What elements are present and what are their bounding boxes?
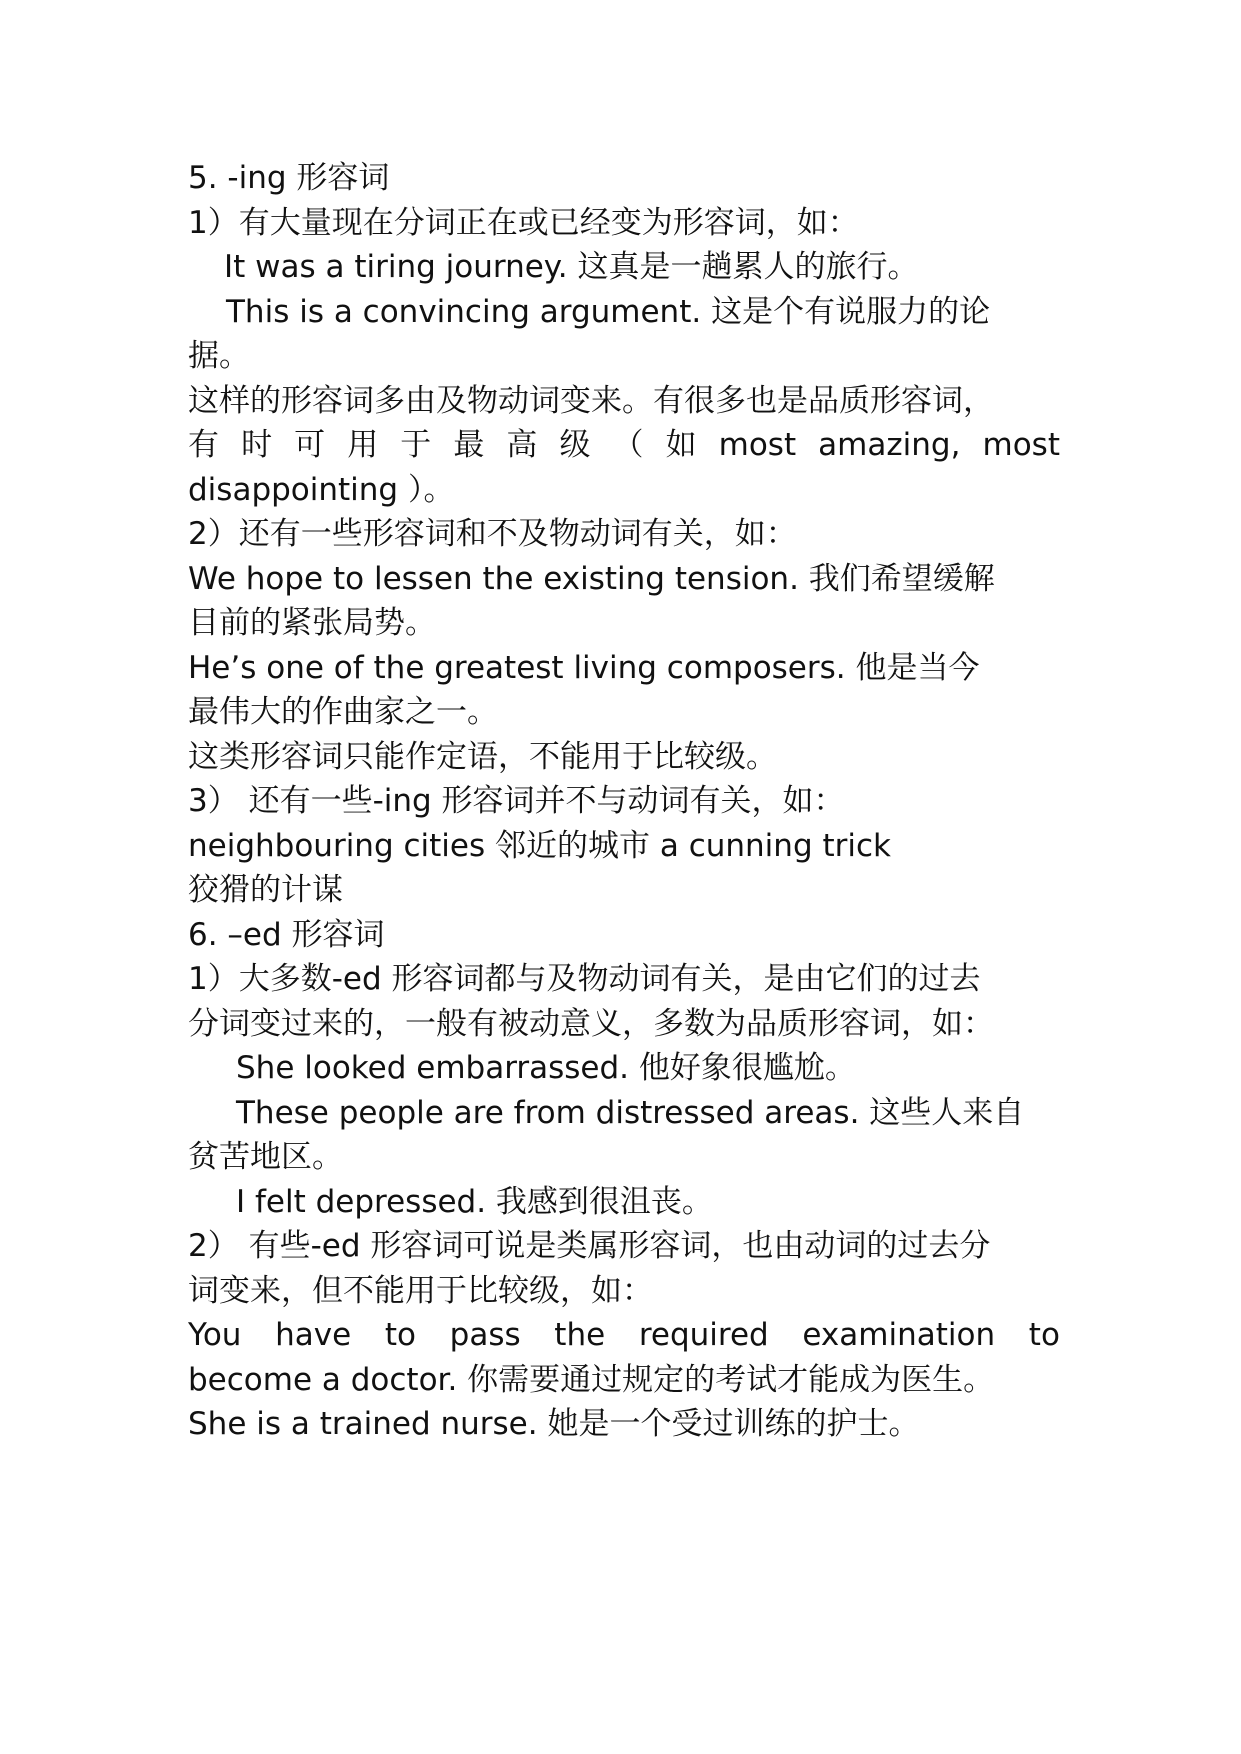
word: required	[638, 1317, 769, 1353]
paragraph-line: 1）有大量现在分词正在或已经变为形容词，如：	[188, 205, 859, 241]
word: （	[612, 427, 644, 463]
example-sentence: become a doctor. 你需要通过规定的考试才能成为医生。	[188, 1362, 995, 1398]
word: 于	[400, 427, 432, 463]
word: the	[554, 1317, 606, 1353]
justified-line	[188, 1310, 1060, 1360]
paragraph-line: 分词变过来的，一般有被动意义，多数为品质形容词，如：	[188, 1006, 994, 1042]
word: examination	[802, 1317, 996, 1353]
word: to	[1028, 1317, 1060, 1353]
word: 时	[241, 427, 273, 463]
word: 用	[347, 427, 379, 463]
example-sentence: It was a tiring journey. 这真是一趟累人的旅行。	[224, 249, 919, 285]
word: amazing,	[818, 427, 961, 463]
paragraph-line: 贫苦地区。	[188, 1139, 343, 1175]
paragraph-line: 狡猾的计谋	[188, 872, 343, 908]
paragraph-line: 最伟大的作曲家之一。	[188, 694, 498, 730]
section-heading-ing: 5. -ing 形容词	[188, 160, 390, 196]
word: 可	[294, 427, 326, 463]
justified-line	[188, 420, 1060, 470]
word: have	[275, 1317, 352, 1353]
word: most	[982, 427, 1060, 463]
paragraph-line: 词变来，但不能用于比较级，如：	[188, 1273, 653, 1309]
paragraph-line: 2）还有一些形容词和不及物动词有关，如：	[188, 516, 797, 552]
example-phrases: neighbouring cities 邻近的城市 a cunning trick	[188, 828, 891, 864]
paragraph-line: 1）大多数-ed 形容词都与及物动词有关，是由它们的过去	[188, 961, 981, 997]
paragraph-line: 这样的形容词多由及物动词变来。有很多也是品质形容词，	[188, 383, 994, 419]
paragraph-line: 2） 有些-ed 形容词可说是类属形容词，也由动词的过去分	[188, 1228, 991, 1264]
word: to	[384, 1317, 416, 1353]
paragraph-line: disappointing ）。	[188, 472, 455, 508]
paragraph-line: 3） 还有一些-ing 形容词并不与动词有关，如：	[188, 783, 845, 819]
section-heading-ed: 6. –ed 形容词	[188, 917, 385, 953]
example-sentence: I felt depressed. 我感到很沮丧。	[236, 1184, 713, 1220]
example-sentence: These people are from distressed areas. 这些人来自	[236, 1095, 1025, 1131]
word: 最	[453, 427, 485, 463]
example-sentence: We hope to lessen the existing tension. 我们希望缓解	[188, 561, 995, 597]
paragraph-line: 目前的紧张局势。	[188, 605, 436, 641]
paragraph-line: 据。	[188, 338, 250, 374]
word: You	[188, 1317, 242, 1353]
example-sentence: This is a convincing argument. 这是个有说服力的论	[226, 294, 991, 330]
word: 如	[665, 427, 697, 463]
example-sentence: He’s one of the greatest living composers. 他是当今	[188, 650, 980, 686]
word: pass	[449, 1317, 521, 1353]
word: 高	[506, 427, 538, 463]
example-sentence: She looked embarrassed. 他好象很尴尬。	[236, 1050, 856, 1086]
word: 级	[559, 427, 591, 463]
paragraph-line: 这类形容词只能作定语，不能用于比较级。	[188, 739, 777, 775]
word: most	[718, 427, 797, 463]
example-sentence: She is a trained nurse. 她是一个受过训练的护士。	[188, 1406, 920, 1442]
word: 有	[188, 427, 219, 463]
